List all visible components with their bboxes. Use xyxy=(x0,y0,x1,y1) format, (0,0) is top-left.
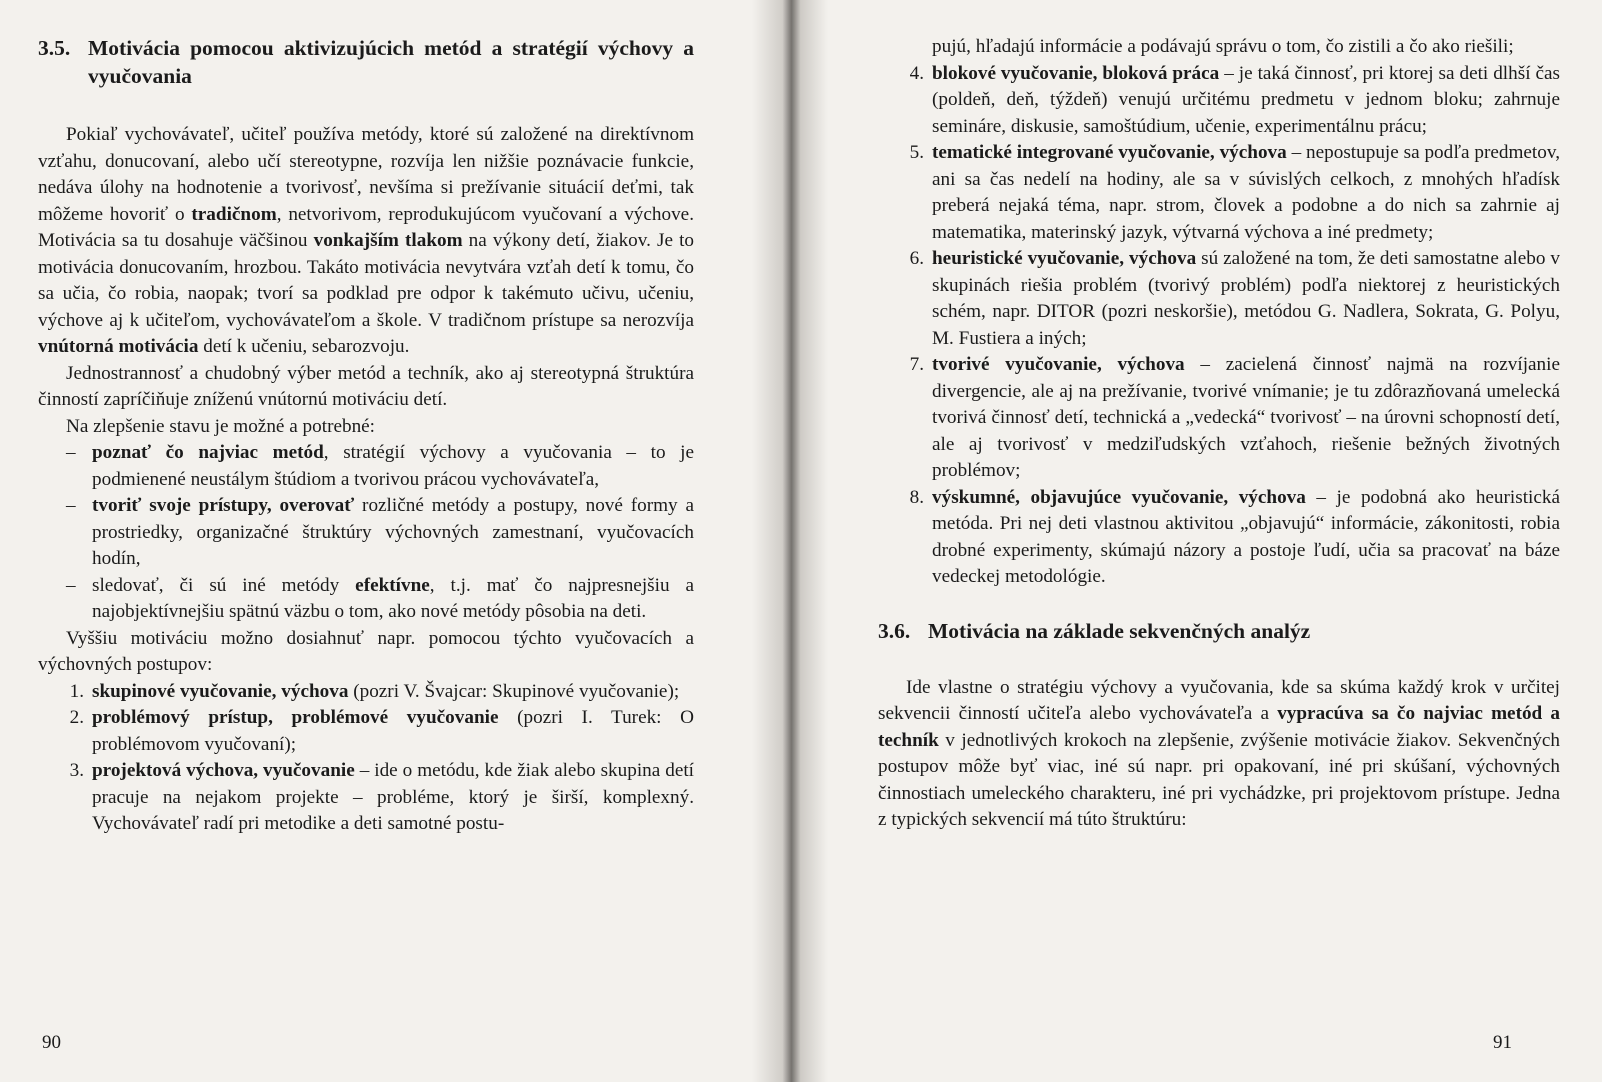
right-page xyxy=(790,0,1602,1082)
list-marker: 7. xyxy=(909,354,924,375)
list-marker: – xyxy=(66,574,76,596)
bold-term: vonkajším tlakom xyxy=(313,230,463,251)
bold-term: vnútorná motivácia xyxy=(38,336,199,357)
section-number: 3.5. xyxy=(38,36,71,60)
paragraph-text: na výkony detí, žiakov. Je to motivácia donucovaním, hrozbou. Takáto motivácia nevytvára vzťah detí k tomu, čo sa učia, čo robia, naopak; tvorí sa podklad pre odpor k takémuto učivu, učeniu, výchove aj k učiteľom, vychovávateľom a škole. V tradičnom prístupe sa nerozvíja xyxy=(38,230,695,331)
list-item xyxy=(38,679,694,706)
list-text: sledovať, či sú iné metódy xyxy=(92,574,356,596)
bold-term: skupinové vyučovanie, výchova xyxy=(92,680,349,702)
section-title: Motivácia na základe sekvenčných analýz xyxy=(928,618,1311,643)
paragraph-text: detí k učeniu, sebarozvoju. xyxy=(198,336,410,357)
list-item xyxy=(38,705,694,758)
paragraph-traditional-teaching xyxy=(38,122,694,361)
bold-term: tvorivé vyučovanie, výchova xyxy=(932,354,1185,375)
list-text: (pozri V. Švajcar: Skupinové vyučovanie); xyxy=(348,680,680,702)
book-gutter-shadow xyxy=(752,0,828,1082)
list-marker: – xyxy=(66,495,76,516)
list-item xyxy=(878,61,1560,141)
numbered-list xyxy=(38,679,694,838)
list-item xyxy=(878,246,1560,352)
list-item xyxy=(38,758,694,838)
list-text: sú založené na tom, že deti samostatne alebo v skupinách riešia problém (tvorivý problém) podľa niektorej z heuristických schém, napr. DITOR (pozri neskoršie), metódou G. Nadlera, Sokrata, G. Polyu, M. Fustiera a iných; xyxy=(932,248,1561,349)
page-number: 90 xyxy=(42,1032,61,1053)
list-marker: 4. xyxy=(909,62,924,84)
bold-term: projektová výchova, vyučovanie xyxy=(92,760,355,781)
paragraph-higher-motivation: Vyššiu motiváciu možno dosiahnuť napr. pomocou týchto vyučovacích a výchovných postupov: xyxy=(38,627,694,675)
bold-term: tvoriť svoje prístupy, overovať xyxy=(92,495,355,516)
list-text: – nepostupuje sa podľa predmetov, ani sa čas nedelí na hodiny, ale sa v súvislých celkoch, z mnohých hľadísk preberá nejaká téma, napr. strom, človek a podobne a do nich sa zahrnie aj matematika, materinský jazyk, výtvarná výchova a iné predmety; xyxy=(932,142,1560,243)
bold-term: tematické integrované vyučovanie, výchova xyxy=(932,142,1287,163)
list-marker: 3. xyxy=(69,760,84,781)
dash-list xyxy=(38,440,694,626)
paragraph-improvement: Na zlepšenie stavu je možné a potrebné: xyxy=(66,415,376,437)
right-page-content xyxy=(878,34,1560,834)
section-title: Motivácia pomocou aktivizujúcich metód a stratégií výchovy a vyučovania xyxy=(88,36,694,88)
list-item-continuation xyxy=(878,34,1560,61)
list-text: pujú, hľadajú informácie a podávajú správu o tom, čo zistili a čo ako riešili; xyxy=(932,36,1514,57)
list-text: – je podobná ako heuristická metóda. Pri nej deti vlastnou aktivitou „objavujú“ informácie, zákonitosti, robia drobné experimenty, skúmajú názory a postoje ľudí, učia sa pracovať na báze vedeckej metodológie. xyxy=(932,486,1561,587)
paragraph-one-sidedness: Jednostrannosť a chudobný výber metód a techník, ako aj stereotypná štruktúra činností zapríčiňuje zníženú vnútornú motiváciu detí. xyxy=(38,362,694,410)
left-page-content xyxy=(38,34,694,838)
list-text: – zacielená činnosť najmä na rozvíjanie divergencie, ale aj na prežívanie, tvorivé vnímanie; je tu zdôrazňovaná umelecká tvorivá činnosť detí, technická a „vedecká“ tvorivosť – na úrovni schopností detí, ale aj tvorivosť v medziľudských vzťahoch, riešenie bežných životných problémov; xyxy=(932,354,1560,481)
paragraph-text: v jednotlivých krokoch na zlepšenie, zvýšenie motivácie žiakov. Sekvenčných postupov môže byť viac, iné sú napr. pri opakovaní, iné pri skúšaní, výchovných činnostiach umeleckého charakteru, iné pri vychádzke, pri projektovom prístupe. Jedna z typických sekvencií má túto štruktúru: xyxy=(878,729,1560,830)
list-item xyxy=(878,485,1560,591)
bold-term: tradičnom xyxy=(191,203,277,225)
list-item xyxy=(38,493,694,573)
bold-term: výskumné, objavujúce vyučovanie, výchova xyxy=(932,486,1306,508)
paragraph-text: Ide vlastne o stratégiu výchovy a vyučovania, kde sa skúma každý krok v určitej sekvencii činností učiteľa alebo vychovávateľa a xyxy=(878,676,1560,724)
section-heading-3-6 xyxy=(878,617,1560,645)
bold-term: heuristické vyučovanie, výchova xyxy=(932,248,1197,269)
list-text: – ide o metódu, kde žiak alebo skupina detí pracuje na nejakom projekte – probléme, ktorý je širší, komplexný. Vychovávateľ radí pri metodike a deti samotné postu- xyxy=(92,760,695,834)
list-marker: 5. xyxy=(909,142,924,163)
list-text: (pozri I. Turek: O problémovom vyučovaní); xyxy=(92,707,695,755)
list-item xyxy=(878,352,1560,485)
left-page xyxy=(0,0,790,1082)
list-marker: 8. xyxy=(909,486,924,508)
numbered-list xyxy=(878,34,1560,591)
bold-term: vypracúva sa čo najviac metód a techník xyxy=(878,703,1560,751)
paragraph-sequential-analysis xyxy=(878,675,1560,834)
list-marker: 2. xyxy=(69,707,84,728)
list-item xyxy=(38,573,694,626)
list-item xyxy=(878,140,1560,246)
list-item xyxy=(38,440,694,493)
list-marker: – xyxy=(66,442,76,463)
bold-term: poznať čo najviac metód xyxy=(92,442,324,463)
bold-term: efektívne xyxy=(355,574,430,596)
section-heading-3-5 xyxy=(38,34,694,90)
paragraph-text: , netvorivom, reprodukujúcom vyučovaní a výchove. Motivácia sa tu dosahuje väčšinou xyxy=(38,203,694,251)
list-marker: 1. xyxy=(69,680,84,702)
section-number: 3.6. xyxy=(878,618,911,643)
page-number: 91 xyxy=(1493,1032,1512,1053)
bold-term: problémový prístup, problémové vyučovanie xyxy=(92,707,499,728)
bold-term: blokové vyučovanie, bloková práca xyxy=(932,62,1220,84)
list-text: rozličné metódy a postupy, nové formy a prostriedky, organizačné štruktúry výchovných zamestnaní, vyučovacích hodín, xyxy=(92,495,694,569)
list-text: , stratégií výchovy a vyučovania – to je podmienené neustálym štúdiom a tvorivou prácou vychovávateľa, xyxy=(92,442,694,490)
list-marker: 6. xyxy=(909,248,924,269)
list-text: – je taká činnosť, pri ktorej sa deti dlhší čas (poldeň, deň, týždeň) venujú určitému predmetu v jednom bloku; zahrnuje semináre, diskusie, samoštúdium, učenie, experimentálnu prácu; xyxy=(932,62,1560,137)
list-text: , t.j. mať čo najpresnejšiu a najobjektívnejšiu spätnú väzbu o tom, ako nové metódy pôsobia na deti. xyxy=(92,574,694,622)
paragraph-text: Pokiaľ vychovávateľ, učiteľ používa metódy, ktoré sú založené na direktívnom vzťahu, donucovaní, alebo učí stereotypne, rozvíja len nižšie poznávacie funkcie, nedáva úlohy na hodnotenie a tvorivosť, nevšíma si prežívanie situácií deťmi, tak môžeme hovoriť o xyxy=(38,124,694,225)
